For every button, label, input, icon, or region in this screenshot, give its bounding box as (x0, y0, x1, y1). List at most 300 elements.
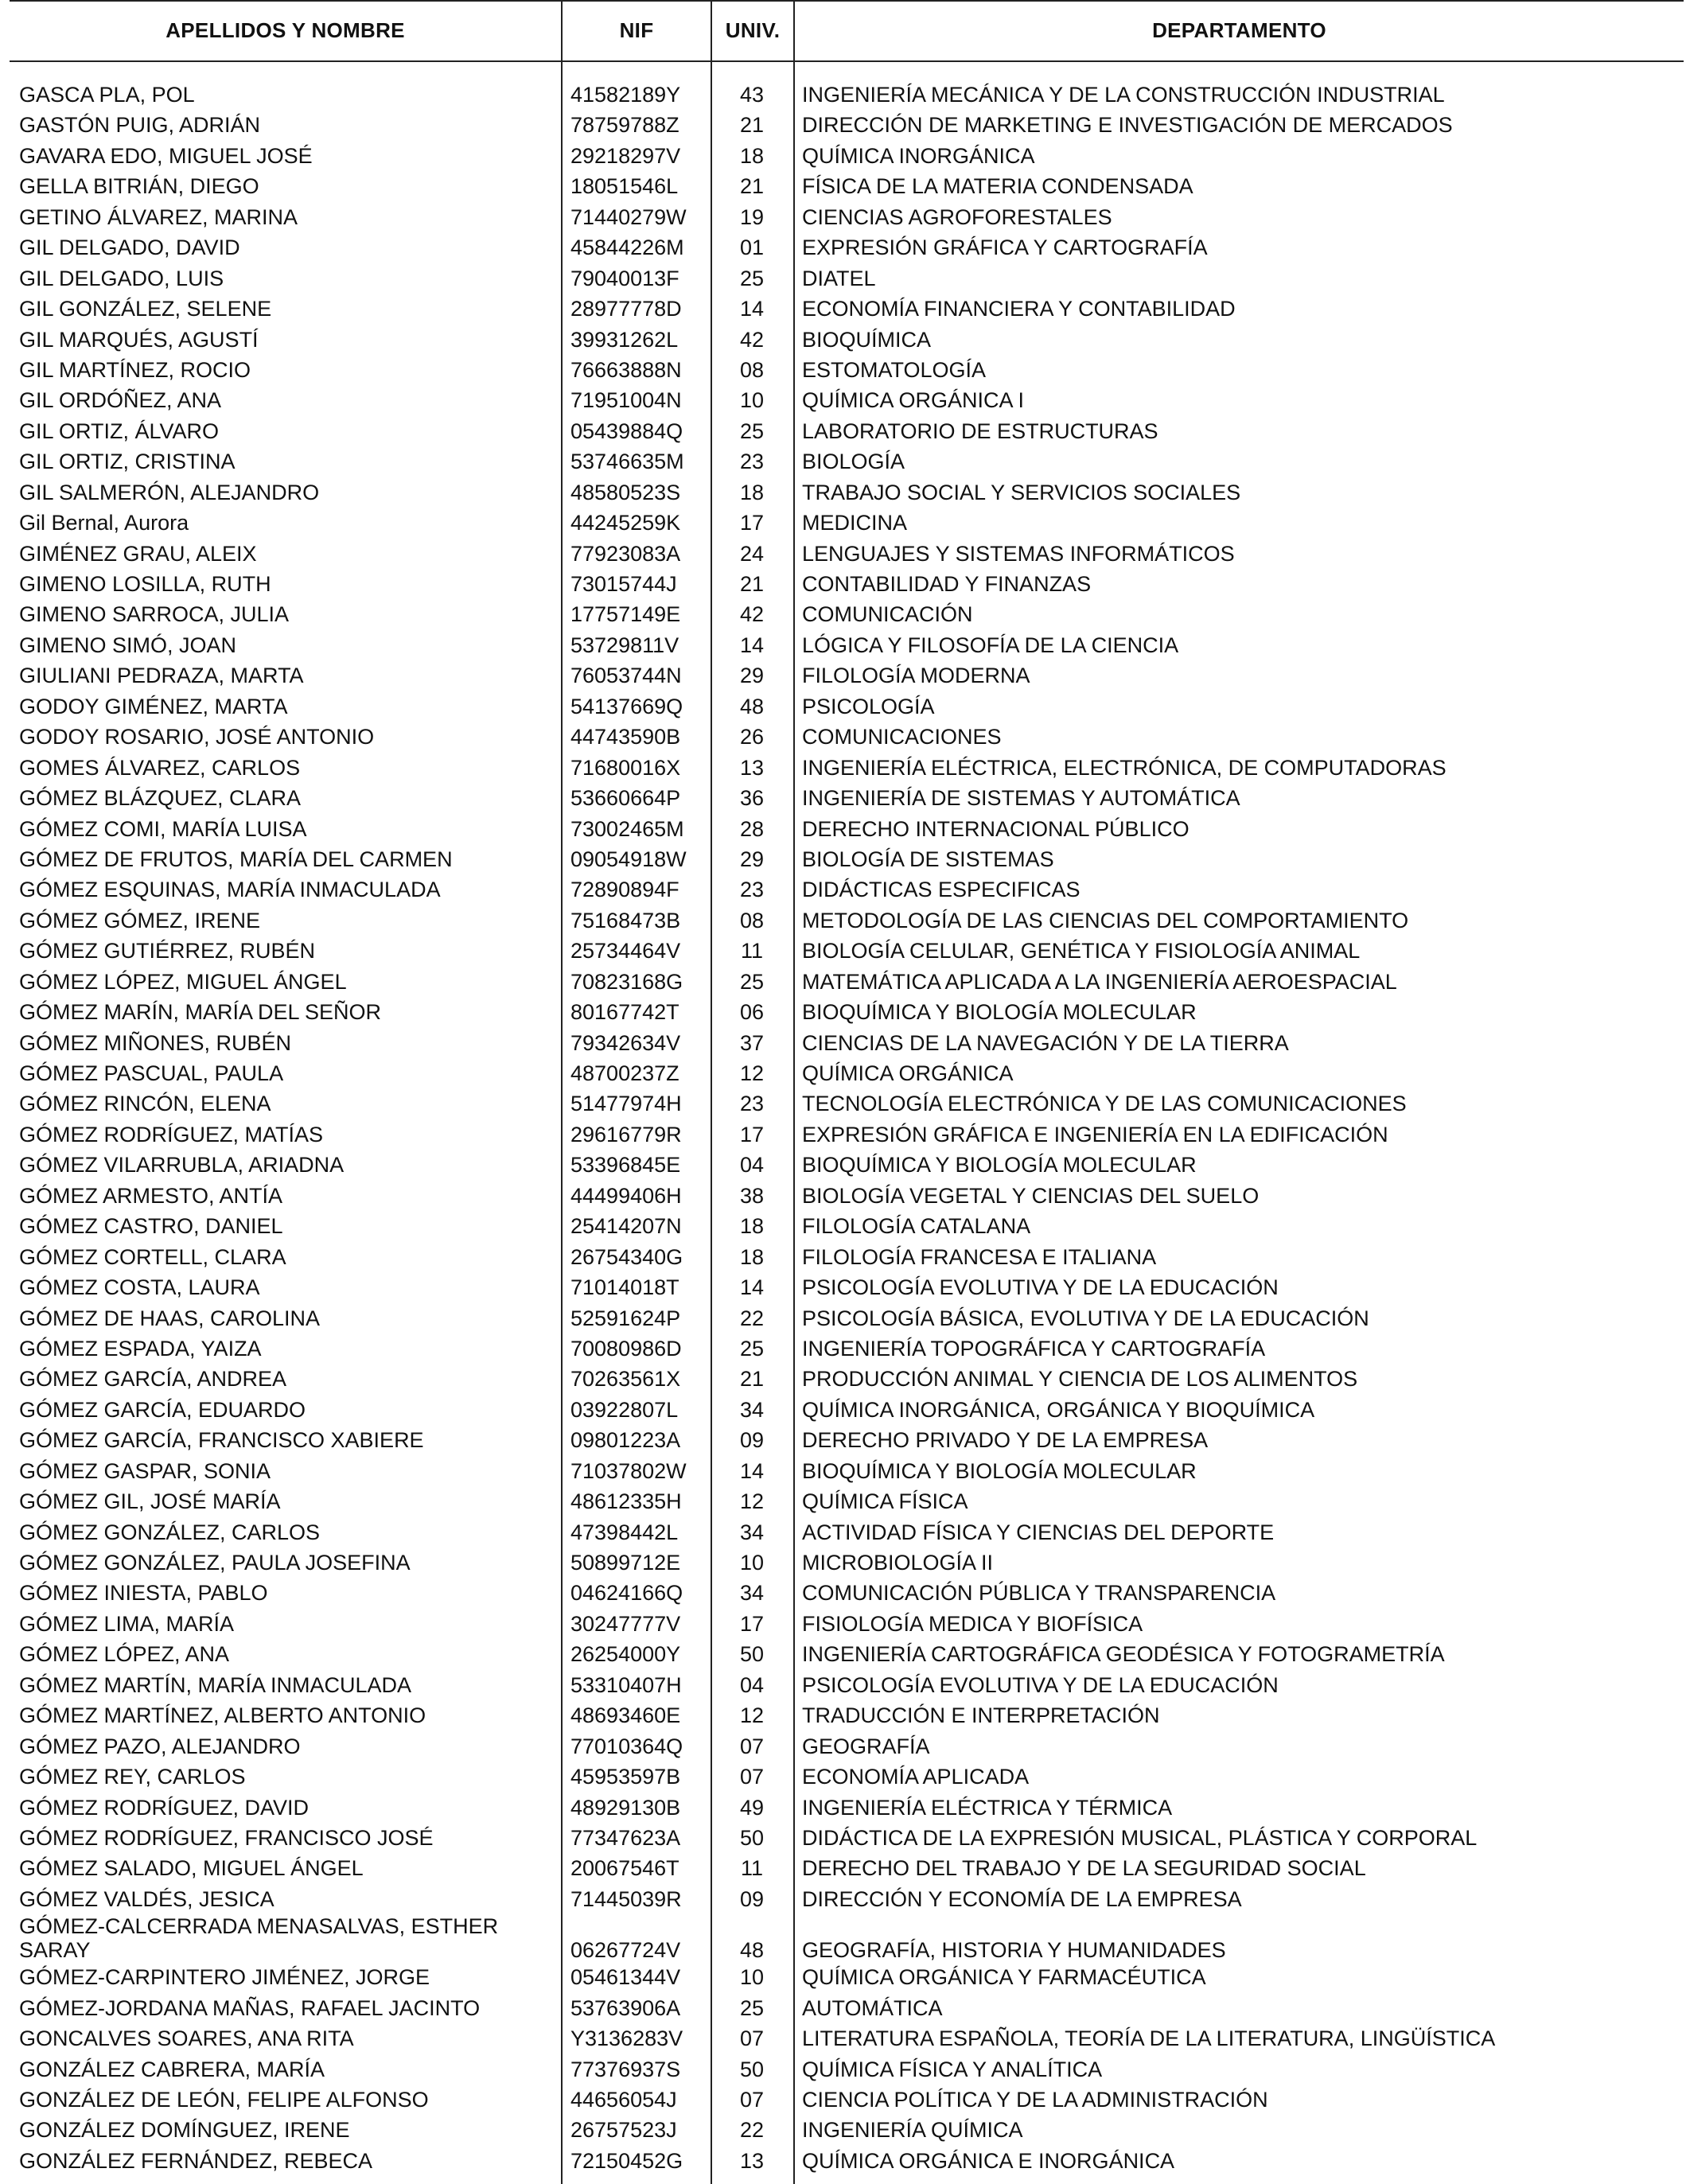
table-row (10, 936, 1684, 966)
table-row (10, 1088, 1684, 1119)
cell-nif: 71951004N (570, 388, 682, 413)
cell-name: GÓMEZ GIL, JOSÉ MARÍA (19, 1489, 281, 1514)
cell-department: DIATEL (802, 266, 876, 290)
table-row (10, 232, 1684, 263)
cell-univ: 23 (739, 878, 765, 902)
cell-univ: 38 (739, 1183, 765, 1208)
cell-name: GÓMEZ MARTÍN, MARÍA INMACULADA (19, 1672, 412, 1697)
cell-nif: 75168473B (570, 908, 681, 932)
cell-department: PSICOLOGÍA (802, 694, 935, 718)
cell-univ: 49 (739, 1795, 765, 1820)
table-row (10, 2115, 1684, 2145)
cell-nif: 73015744J (570, 572, 677, 596)
cell-nif: 06267724V (570, 1938, 681, 1963)
cell-department: BIOLOGÍA (802, 450, 905, 474)
cell-department: GEOGRAFÍA, HISTORIA Y HUMANIDADES (802, 1938, 1226, 1963)
cell-name: Gil Bernal, Aurora (19, 511, 189, 535)
cell-name: GAVARA EDO, MIGUEL JOSÉ (19, 143, 313, 168)
cell-name: GETINO ÁLVAREZ, MARINA (19, 204, 298, 229)
table-row (10, 1242, 1684, 1272)
cell-department: QUÍMICA INORGÁNICA (802, 143, 1035, 168)
cell-department: INGENIERÍA ELÉCTRICA, ELECTRÓNICA, DE COMPUTADORAS (802, 755, 1447, 780)
cell-name: GODOY GIMÉNEZ, MARTA (19, 694, 288, 718)
cell-department: CIENCIAS AGROFORESTALES (802, 204, 1112, 229)
cell-univ: 21 (739, 113, 765, 138)
cell-name: GIULIANI PEDRAZA, MARTA (19, 664, 304, 688)
cell-name: GÓMEZ MIÑONES, RUBÉN (19, 1030, 292, 1055)
cell-univ: 26 (739, 725, 765, 749)
cell-department: INGENIERÍA CARTOGRÁFICA GEODÉSICA Y FOTOGRAMETRÍA (802, 1642, 1445, 1667)
cell-univ: 34 (739, 1581, 765, 1606)
cell-univ: 42 (739, 327, 765, 352)
table-row (10, 2054, 1684, 2085)
cell-nif: 48580523S (570, 480, 681, 504)
cell-univ: 23 (739, 450, 765, 474)
cell-nif: 77376937S (570, 2057, 681, 2081)
table-row (10, 1962, 1684, 1992)
cell-nif: 76663888N (570, 357, 682, 382)
cell-univ: 13 (739, 2148, 765, 2173)
table-row (10, 1762, 1684, 1792)
cell-univ: 25 (739, 1336, 765, 1361)
cell-univ: 18 (739, 1244, 765, 1269)
cell-nif: 79040013F (570, 266, 679, 290)
cell-name: GÓMEZ-JORDANA MAÑAS, RAFAEL JACINTO (19, 1995, 481, 2020)
table-row (10, 1028, 1684, 1058)
cell-department: GEOGRAFÍA (802, 1734, 930, 1758)
cell-name: GÓMEZ ESQUINAS, MARÍA INMACULADA (19, 878, 441, 902)
table-row (10, 1884, 1684, 1914)
cell-nif: 04624166Q (570, 1581, 683, 1606)
table-row (10, 905, 1684, 936)
cell-univ: 25 (739, 1995, 765, 2020)
cell-univ: 07 (739, 2026, 765, 2051)
cell-univ: 07 (739, 1734, 765, 1758)
cell-name: GONZÁLEZ FERNÁNDEZ, REBECA (19, 2148, 373, 2173)
cell-nif: 77347623A (570, 1825, 681, 1850)
table-row (10, 1211, 1684, 1241)
cell-univ: 09 (739, 1428, 765, 1453)
cell-name: GIL ORTIZ, ÁLVARO (19, 419, 220, 443)
table-row (10, 722, 1684, 752)
cell-name: GÓMEZ INIESTA, PABLO (19, 1581, 268, 1606)
cell-univ: 34 (739, 1397, 765, 1422)
cell-name: GIL ORDÓÑEZ, ANA (19, 388, 222, 413)
cell-univ: 06 (739, 1000, 765, 1025)
cell-nif: 29616779R (570, 1122, 682, 1147)
cell-name: GIL DELGADO, LUIS (19, 266, 224, 290)
cell-name: GÓMEZ MARTÍNEZ, ALBERTO ANTONIO (19, 1703, 426, 1728)
cell-nif: 45844226M (570, 236, 684, 260)
cell-department: METODOLOGÍA DE LAS CIENCIAS DEL COMPORTAMIENTO (802, 908, 1409, 932)
cell-name: GÓMEZ-CARPINTERO JIMÉNEZ, JORGE (19, 1965, 430, 1990)
table-row (10, 630, 1684, 660)
cell-univ: 17 (739, 511, 765, 535)
table-row (10, 294, 1684, 324)
cell-department: LABORATORIO DE ESTRUCTURAS (802, 419, 1158, 443)
cell-nif: 28977778D (570, 297, 682, 321)
cell-univ: 07 (739, 1765, 765, 1789)
cell-name: GELLA BITRIÁN, DIEGO (19, 174, 259, 199)
cell-nif: Y3136283V (570, 2026, 683, 2051)
cell-nif: 53396845E (570, 1153, 681, 1178)
cell-univ: 11 (740, 1856, 764, 1881)
table-row (10, 2085, 1684, 2115)
cell-univ: 22 (739, 1306, 765, 1330)
cell-univ: 14 (739, 633, 765, 657)
cell-name: GÓMEZ VILARRUBLA, ARIADNA (19, 1153, 345, 1178)
cell-name: GÓMEZ ARMESTO, ANTÍA (19, 1183, 283, 1208)
cell-univ: 50 (739, 2057, 765, 2081)
cell-nif: 17757149E (570, 602, 681, 627)
cell-department: FILOLOGÍA FRANCESA E ITALIANA (802, 1244, 1157, 1269)
table-row (10, 1993, 1684, 2023)
cell-univ: 14 (739, 1458, 765, 1483)
cell-department: DERECHO INTERNACIONAL PÚBLICO (802, 816, 1190, 841)
cell-name: GÓMEZ GARCÍA, FRANCISCO XABIERE (19, 1428, 424, 1453)
table-row (10, 569, 1684, 599)
cell-nif: 71014018T (570, 1275, 679, 1300)
cell-univ: 14 (739, 297, 765, 321)
table-row (10, 2023, 1684, 2054)
cell-name: GIL MARQUÉS, AGUSTÍ (19, 327, 259, 352)
cell-department: DERECHO PRIVADO Y DE LA EMPRESA (802, 1428, 1209, 1453)
cell-nif: 29218297V (570, 143, 681, 168)
cell-name: GÓMEZ GUTIÉRREZ, RUBÉN (19, 939, 316, 964)
cell-univ: 09 (739, 1886, 765, 1911)
cell-nif: 03922807L (570, 1397, 679, 1422)
cell-univ: 50 (739, 1642, 765, 1667)
table-row (10, 263, 1684, 294)
cell-nif: 79342634V (570, 1030, 681, 1055)
cell-department: COMUNICACIÓN (802, 602, 973, 627)
cell-name: GIMENO SIMÓ, JOAN (19, 633, 237, 657)
header-univ: UNIV. (725, 18, 781, 42)
cell-department: QUÍMICA ORGÁNICA E INORGÁNICA (802, 2148, 1175, 2173)
cell-name: GÓMEZ MARÍN, MARÍA DEL SEÑOR (19, 1000, 382, 1025)
table-row (10, 385, 1684, 415)
cell-name: GÓMEZ GONZÁLEZ, CARLOS (19, 1520, 321, 1544)
cell-nif: 71440279W (570, 204, 687, 229)
header-name: APELLIDOS Y NOMBRE (165, 18, 405, 42)
cell-univ: 25 (739, 969, 765, 994)
table-row (10, 1486, 1684, 1516)
table-row (10, 1058, 1684, 1088)
cell-name: GÓMEZ RODRÍGUEZ, FRANCISCO JOSÉ (19, 1825, 434, 1850)
cell-name: GIMENO LOSILLA, RUTH (19, 572, 271, 596)
cell-name: GIL ORTIZ, CRISTINA (19, 450, 236, 474)
cell-univ: 18 (739, 480, 765, 504)
cell-name: GASCA PLA, POL (19, 83, 195, 107)
cell-nif: 70263561X (570, 1367, 681, 1392)
table-row (10, 1853, 1684, 1883)
cell-nif: 05439884Q (570, 419, 683, 443)
cell-name: GÓMEZ-CALCERRADA MENASALVAS, ESTHER SARAY (19, 1914, 499, 1963)
cell-univ: 21 (739, 174, 765, 199)
cell-nif: 50899712E (570, 1551, 681, 1575)
cell-univ: 36 (739, 786, 765, 811)
table-row (10, 1517, 1684, 1547)
cell-name: GOMES ÁLVAREZ, CARLOS (19, 755, 301, 780)
cell-name: GÓMEZ CASTRO, DANIEL (19, 1214, 283, 1239)
cell-univ: 24 (739, 541, 765, 566)
cell-univ: 12 (739, 1489, 765, 1514)
cell-name: GIMÉNEZ GRAU, ALEIX (19, 541, 257, 566)
header-rule (10, 60, 1684, 62)
table-row (10, 1456, 1684, 1486)
cell-department: FILOLOGÍA CATALANA (802, 1214, 1031, 1239)
cell-univ: 48 (739, 694, 765, 718)
cell-department: QUÍMICA ORGÁNICA I (802, 388, 1025, 413)
cell-univ: 08 (739, 357, 765, 382)
table-row (10, 1670, 1684, 1700)
cell-department: BIOLOGÍA CELULAR, GENÉTICA Y FISIOLOGÍA ANIMAL (802, 939, 1361, 964)
table-row (10, 1700, 1684, 1730)
cell-nif: 70823168G (570, 969, 683, 994)
cell-name: GÓMEZ RODRÍGUEZ, MATÍAS (19, 1122, 324, 1147)
cell-department: INGENIERÍA TOPOGRÁFICA Y CARTOGRAFÍA (802, 1336, 1266, 1361)
cell-name: GÓMEZ DE FRUTOS, MARÍA DEL CARMEN (19, 847, 453, 871)
table-row (10, 325, 1684, 355)
table-row (10, 874, 1684, 905)
cell-name: GÓMEZ COMI, MARÍA LUISA (19, 816, 307, 841)
cell-name: GIL GONZÁLEZ, SELENE (19, 297, 272, 321)
cell-nif: 53310407H (570, 1672, 682, 1697)
cell-department: LÓGICA Y FILOSOFÍA DE LA CIENCIA (802, 633, 1179, 657)
cell-department: LITERATURA ESPAÑOLA, TEORÍA DE LA LITERATURA, LINGÜÍSTICA (802, 2026, 1496, 2051)
cell-nif: 53763906A (570, 1995, 681, 2020)
cell-nif: 44245259K (570, 511, 681, 535)
cell-nif: 73002465M (570, 816, 684, 841)
cell-department: FÍSICA DE LA MATERIA CONDENSADA (802, 174, 1193, 199)
cell-univ: 04 (739, 1672, 765, 1697)
cell-department: INGENIERÍA MECÁNICA Y DE LA CONSTRUCCIÓN INDUSTRIAL (802, 83, 1445, 107)
cell-department: QUÍMICA INORGÁNICA, ORGÁNICA Y BIOQUÍMICA (802, 1397, 1315, 1422)
table-row (10, 1364, 1684, 1394)
table-row (10, 539, 1684, 569)
table-row (10, 80, 1684, 110)
cell-department: PSICOLOGÍA BÁSICA, EVOLUTIVA Y DE LA EDUCACIÓN (802, 1306, 1369, 1330)
table-row (10, 508, 1684, 538)
cell-nif: 30247777V (570, 1611, 681, 1636)
cell-name: GIL DELGADO, DAVID (19, 236, 240, 260)
cell-department: EXPRESIÓN GRÁFICA Y CARTOGRAFÍA (802, 236, 1208, 260)
header-nif: NIF (619, 18, 654, 42)
cell-name: GÓMEZ GONZÁLEZ, PAULA JOSEFINA (19, 1551, 411, 1575)
cell-name: GÓMEZ LIMA, MARÍA (19, 1611, 235, 1636)
cell-nif: 53660664P (570, 786, 681, 811)
cell-univ: 07 (739, 2088, 765, 2112)
cell-univ: 10 (739, 388, 765, 413)
cell-univ: 48 (739, 1938, 765, 1963)
cell-nif: 44499406H (570, 1183, 682, 1208)
cell-department: ECONOMÍA APLICADA (802, 1765, 1030, 1789)
cell-univ: 25 (739, 419, 765, 443)
table-row (10, 202, 1684, 232)
cell-department: BIOQUÍMICA Y BIOLOGÍA MOLECULAR (802, 1458, 1197, 1483)
cell-name: GÓMEZ BLÁZQUEZ, CLARA (19, 786, 302, 811)
cell-univ: 01 (739, 236, 765, 260)
table-row (10, 1914, 1684, 1962)
cell-nif: 44656054J (570, 2088, 677, 2112)
cell-department: COMUNICACIÓN PÚBLICA Y TRANSPARENCIA (802, 1581, 1276, 1606)
cell-department: DIDÁCTICAS ESPECIFICAS (802, 878, 1081, 902)
cell-department: BIOLOGÍA DE SISTEMAS (802, 847, 1054, 871)
table-row (10, 844, 1684, 874)
cell-department: ESTOMATOLOGÍA (802, 357, 987, 382)
cell-department: MATEMÁTICA APLICADA A LA INGENIERÍA AEROESPACIAL (802, 969, 1397, 994)
cell-department: BIOLOGÍA VEGETAL Y CIENCIAS DEL SUELO (802, 1183, 1260, 1208)
cell-univ: 04 (739, 1153, 765, 1178)
cell-nif: 53746635M (570, 450, 684, 474)
cell-department: ACTIVIDAD FÍSICA Y CIENCIAS DEL DEPORTE (802, 1520, 1275, 1544)
cell-nif: 54137669Q (570, 694, 683, 718)
cell-nif: 71445039R (570, 1886, 682, 1911)
table-row (10, 416, 1684, 446)
cell-department: FILOLOGÍA MODERNA (802, 664, 1030, 688)
cell-name: GONZÁLEZ CABRERA, MARÍA (19, 2057, 325, 2081)
cell-nif: 39931262L (570, 327, 679, 352)
cell-name: GÓMEZ GASPAR, SONIA (19, 1458, 271, 1483)
table-row (10, 110, 1684, 140)
cell-department: INGENIERÍA ELÉCTRICA Y TÉRMICA (802, 1795, 1173, 1820)
cell-nif: 05461344V (570, 1965, 681, 1990)
cell-univ: 12 (739, 1703, 765, 1728)
cell-department: DIRECCIÓN Y ECONOMÍA DE LA EMPRESA (802, 1886, 1242, 1911)
cell-nif: 52591624P (570, 1306, 681, 1330)
cell-name: GODOY ROSARIO, JOSÉ ANTONIO (19, 725, 375, 749)
cell-name: GONZÁLEZ DOMÍNGUEZ, IRENE (19, 2118, 350, 2143)
cell-department: QUÍMICA FÍSICA Y ANALÍTICA (802, 2057, 1103, 2081)
cell-name: GÓMEZ CORTELL, CLARA (19, 1244, 286, 1269)
cell-nif: 72890894F (570, 878, 679, 902)
table-row (10, 967, 1684, 997)
cell-department: TRABAJO SOCIAL Y SERVICIOS SOCIALES (802, 480, 1241, 504)
cell-name: GIL MARTÍNEZ, ROCIO (19, 357, 251, 382)
cell-univ: 13 (739, 755, 765, 780)
cell-nif: 48929130B (570, 1795, 681, 1820)
cell-department: EXPRESIÓN GRÁFICA E INGENIERÍA EN LA EDIFICACIÓN (802, 1122, 1388, 1147)
cell-nif: 41582189Y (570, 83, 681, 107)
cell-nif: 77923083A (570, 541, 681, 566)
table-row (10, 1578, 1684, 1608)
cell-nif: 72150452G (570, 2148, 683, 2173)
cell-univ: 50 (739, 1825, 765, 1850)
cell-univ: 23 (739, 1092, 765, 1116)
table-row (10, 814, 1684, 844)
table-row (10, 660, 1684, 691)
cell-univ: 21 (739, 1367, 765, 1392)
document-page (10, 0, 1684, 2184)
cell-univ: 11 (740, 939, 764, 964)
cell-department: INGENIERÍA QUÍMICA (802, 2118, 1023, 2143)
table-row (10, 753, 1684, 783)
cell-name: GONCALVES SOARES, ANA RITA (19, 2026, 354, 2051)
cell-department: COMUNICACIONES (802, 725, 1002, 749)
cell-nif: 48700237Z (570, 1061, 679, 1085)
header-department: DEPARTAMENTO (1152, 18, 1326, 42)
cell-nif: 71037802W (570, 1458, 687, 1483)
cell-univ: 19 (739, 204, 765, 229)
cell-nif: 18051546L (570, 174, 679, 199)
cell-nif: 09801223A (570, 1428, 681, 1453)
cell-name: GÓMEZ DE HAAS, CAROLINA (19, 1306, 321, 1330)
cell-nif: 70080986D (570, 1336, 682, 1361)
cell-nif: 78759788Z (570, 113, 679, 138)
cell-univ: 21 (739, 572, 765, 596)
cell-nif: 44743590B (570, 725, 681, 749)
cell-name: GASTÓN PUIG, ADRIÁN (19, 113, 261, 138)
cell-name: GIMENO SARROCA, JULIA (19, 602, 290, 627)
cell-department: CIENCIAS DE LA NAVEGACIÓN Y DE LA TIERRA (802, 1030, 1289, 1055)
cell-department: CIENCIA POLÍTICA Y DE LA ADMINISTRACIÓN (802, 2088, 1268, 2112)
table-row (10, 783, 1684, 813)
cell-name: GÓMEZ PASCUAL, PAULA (19, 1061, 284, 1085)
cell-name: GONZÁLEZ DE LEÓN, FELIPE ALFONSO (19, 2088, 429, 2112)
table-row (10, 1333, 1684, 1364)
cell-department: FISIOLOGÍA MEDICA Y BIOFÍSICA (802, 1611, 1143, 1636)
cell-univ: 17 (739, 1122, 765, 1147)
cell-department: BIOQUÍMICA Y BIOLOGÍA MOLECULAR (802, 1153, 1197, 1178)
cell-department: QUÍMICA ORGÁNICA (802, 1061, 1014, 1085)
cell-nif: 25414207N (570, 1214, 682, 1239)
table-row (10, 1303, 1684, 1333)
cell-name: GÓMEZ GÓMEZ, IRENE (19, 908, 261, 932)
cell-department: CONTABILIDAD Y FINANZAS (802, 572, 1092, 596)
cell-department: QUÍMICA FÍSICA (802, 1489, 968, 1514)
cell-nif: 48612335H (570, 1489, 682, 1514)
table-row (10, 599, 1684, 629)
cell-nif: 20067546T (570, 1856, 679, 1881)
cell-univ: 10 (739, 1965, 765, 1990)
cell-department: PSICOLOGÍA EVOLUTIVA Y DE LA EDUCACIÓN (802, 1672, 1279, 1697)
cell-department: TECNOLOGÍA ELECTRÓNICA Y DE LAS COMUNICACIONES (802, 1092, 1407, 1116)
cell-nif: 48693460E (570, 1703, 681, 1728)
table-row (10, 1395, 1684, 1425)
table-row (10, 1823, 1684, 1853)
cell-name: GIL SALMERÓN, ALEJANDRO (19, 480, 320, 504)
cell-univ: 25 (739, 266, 765, 290)
cell-nif: 76053744N (570, 664, 682, 688)
table-row (10, 691, 1684, 722)
cell-univ: 29 (739, 847, 765, 871)
table-row (10, 1425, 1684, 1455)
cell-univ: 17 (739, 1611, 765, 1636)
cell-department: PSICOLOGÍA EVOLUTIVA Y DE LA EDUCACIÓN (802, 1275, 1279, 1300)
cell-department: LENGUAJES Y SISTEMAS INFORMÁTICOS (802, 541, 1235, 566)
cell-department: DERECHO DEL TRABAJO Y DE LA SEGURIDAD SOCIAL (802, 1856, 1366, 1881)
cell-name: GÓMEZ SALADO, MIGUEL ÁNGEL (19, 1856, 364, 1881)
table-row (10, 477, 1684, 508)
cell-department: MEDICINA (802, 511, 908, 535)
table-row (10, 141, 1684, 171)
cell-name: GÓMEZ PAZO, ALEJANDRO (19, 1734, 301, 1758)
cell-univ: 43 (739, 83, 765, 107)
table-row (10, 2146, 1684, 2176)
cell-name: GÓMEZ LÓPEZ, ANA (19, 1642, 230, 1667)
cell-univ: 10 (739, 1551, 765, 1575)
cell-nif: 53729811V (570, 633, 679, 657)
cell-department: PRODUCCIÓN ANIMAL Y CIENCIA DE LOS ALIMENTOS (802, 1367, 1358, 1392)
table-body (10, 80, 1684, 2176)
cell-department: INGENIERÍA DE SISTEMAS Y AUTOMÁTICA (802, 786, 1240, 811)
cell-department: ECONOMÍA FINANCIERA Y CONTABILIDAD (802, 297, 1236, 321)
cell-name: GÓMEZ LÓPEZ, MIGUEL ÁNGEL (19, 969, 347, 994)
cell-univ: 18 (739, 1214, 765, 1239)
cell-department: MICROBIOLOGÍA II (802, 1551, 994, 1575)
cell-univ: 37 (739, 1030, 765, 1055)
table-row (10, 1119, 1684, 1150)
